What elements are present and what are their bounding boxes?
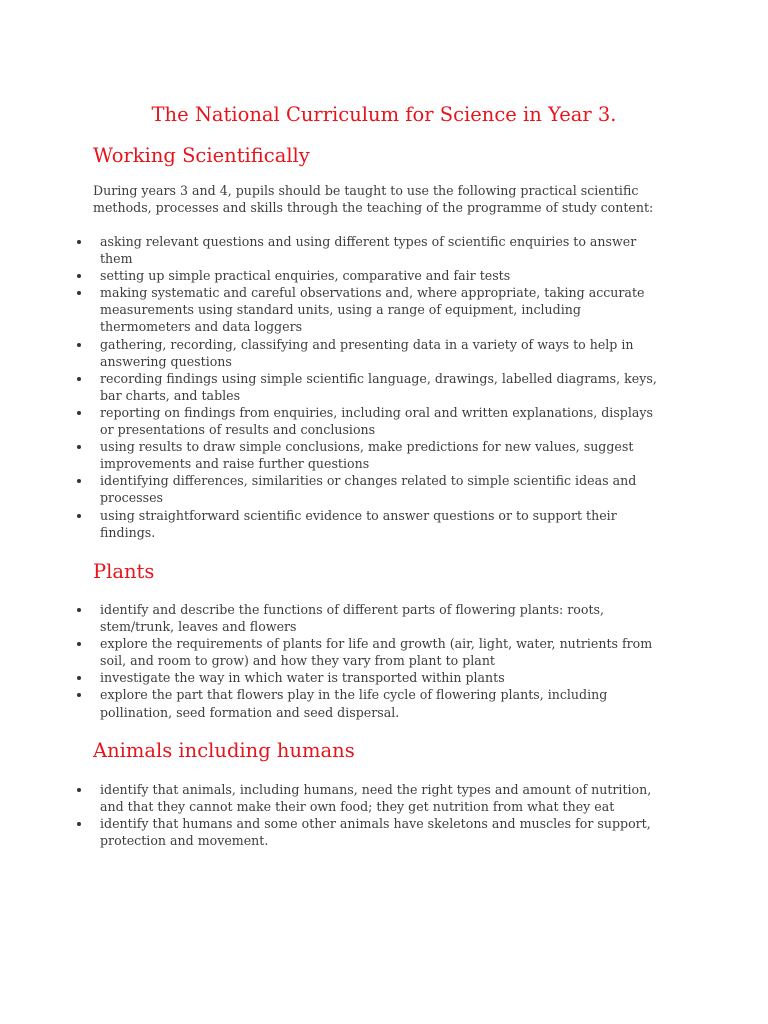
- bullet-icon: [77, 693, 81, 697]
- list-item-text: [100, 686, 768, 720]
- list-item-line: them: [100, 251, 133, 267]
- list-item-line: findings.: [100, 524, 156, 540]
- list-item-line: reporting on findings from enquiries, including oral and written explanations, displays: [100, 404, 653, 420]
- list-item-line: explore the requirements of plants for life and growth (air, light, water, nutrients from: [100, 636, 653, 652]
- list-item-line: pollination, seed formation and seed dispersal.: [100, 704, 400, 720]
- bullet-icon: [77, 479, 81, 483]
- list-item: [0, 267, 768, 284]
- list-item-text: [100, 370, 768, 404]
- list-item-line: identify that animals, including humans, need the right types and amount of nutrition,: [100, 782, 652, 797]
- list-item-line: explore the part that flowers play in the life cycle of flowering plants, including: [100, 687, 608, 703]
- list-item-text: [100, 601, 768, 635]
- list-item: [0, 370, 768, 404]
- list-item-line: identify that humans and some other animals have skeletons and muscles for support,: [100, 816, 651, 832]
- list-item: [0, 336, 768, 370]
- list-item-line: answering questions: [100, 353, 232, 369]
- bullet-icon: [77, 514, 81, 518]
- bullet-icon: [77, 377, 81, 381]
- list-item-line: stem/trunk, leaves and flowers: [100, 619, 297, 635]
- intro-line: During years 3 and 4, pupils should be taught to use the following practical scientific: [93, 183, 639, 198]
- list-item-text: [100, 507, 768, 541]
- list-item: [0, 404, 768, 438]
- bullet-icon: [77, 822, 81, 826]
- list-item: [0, 601, 768, 635]
- bullet-icon: [77, 642, 81, 646]
- list-item: [0, 438, 768, 472]
- bullet-icon: [77, 343, 81, 347]
- list-item-text: [100, 438, 768, 472]
- bullet-icon: [77, 788, 81, 792]
- plants-list: [0, 601, 768, 721]
- list-item-text: [100, 336, 768, 370]
- list-item-line: investigate the way in which water is transported within plants: [100, 670, 505, 686]
- document-title: The National Curriculum for Science in Year 3.: [151, 103, 617, 126]
- list-item-text: [100, 781, 768, 815]
- list-item-line: using straightforward scientific evidence to answer questions or to support their: [100, 507, 617, 523]
- list-item-text: [100, 669, 768, 686]
- bullet-icon: [77, 676, 81, 680]
- list-item: [0, 233, 768, 267]
- list-item-line: identify and describe the functions of different parts of flowering plants: roots,: [100, 602, 604, 617]
- list-item-line: bar charts, and tables: [100, 387, 241, 403]
- list-item: [0, 669, 768, 686]
- list-item-text: [100, 635, 768, 669]
- heading-plants: Plants: [93, 560, 155, 583]
- list-item: [0, 815, 768, 849]
- list-item: [0, 284, 768, 335]
- list-item-text: [100, 404, 768, 438]
- bullet-icon: [77, 411, 81, 415]
- list-item-line: making systematic and careful observations and, where appropriate, taking accurate: [100, 285, 645, 301]
- list-item-line: thermometers and data loggers: [100, 319, 303, 335]
- list-item-text: [100, 284, 768, 335]
- list-item-line: or presentations of results and conclusions: [100, 422, 376, 438]
- bullet-icon: [77, 240, 81, 244]
- list-item-line: recording findings using simple scientific language, drawings, labelled diagrams, keys,: [100, 370, 657, 386]
- list-item: [0, 686, 768, 720]
- heading-working-scientifically: Working Scientifically: [93, 144, 310, 167]
- bullet-icon: [77, 274, 81, 278]
- bullet-icon: [77, 445, 81, 449]
- working-scientifically-list: [0, 233, 768, 541]
- list-item-line: soil, and room to grow) and how they vary from plant to plant: [100, 653, 495, 669]
- list-item-line: using results to draw simple conclusions, make predictions for new values, suggest: [100, 439, 634, 455]
- list-item-line: gathering, recording, classifying and presenting data in a variety of ways to help in: [100, 336, 634, 352]
- list-item-text: [100, 472, 768, 506]
- list-item-line: and that they cannot make their own food; they get nutrition from what they eat: [100, 799, 615, 815]
- working-scientifically-intro: [93, 182, 693, 216]
- list-item-text: [100, 815, 768, 849]
- list-item-line: asking relevant questions and using different types of scientific enquiries to answer: [100, 234, 637, 249]
- list-item-text: [100, 233, 768, 267]
- list-item: [0, 507, 768, 541]
- list-item: [0, 781, 768, 815]
- list-item-line: protection and movement.: [100, 833, 269, 849]
- heading-animals-including-humans: Animals including humans: [93, 739, 355, 762]
- bullet-icon: [77, 608, 81, 612]
- list-item-line: processes: [100, 490, 164, 506]
- intro-line: methods, processes and skills through the teaching of the programme of study content:: [93, 200, 654, 216]
- list-item-line: setting up simple practical enquiries, comparative and fair tests: [100, 268, 511, 284]
- list-item-text: [100, 267, 768, 284]
- list-item-line: identifying differences, similarities or changes related to simple scientific ideas and: [100, 473, 637, 489]
- list-item-line: improvements and raise further questions: [100, 456, 370, 472]
- list-item-line: measurements using standard units, using a range of equipment, including: [100, 302, 581, 318]
- bullet-icon: [77, 291, 81, 295]
- animals-list: [0, 781, 768, 849]
- list-item: [0, 635, 768, 669]
- list-item: [0, 472, 768, 506]
